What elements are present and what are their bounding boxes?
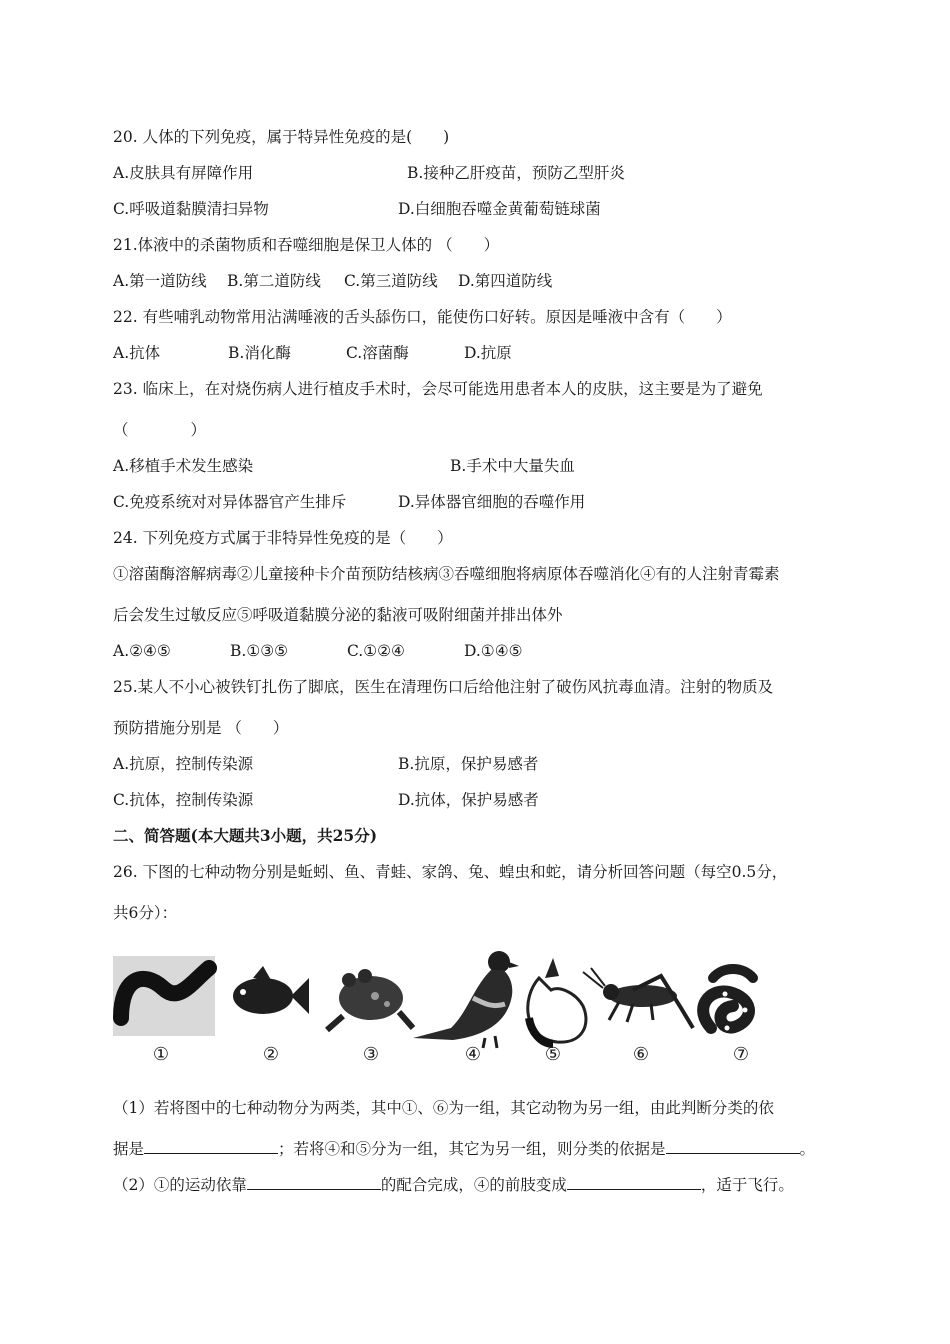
q21-option-b: B.第二道防线 — [227, 272, 321, 290]
q26-sub1-line1: （1）若将图中的七种动物分为两类，其中①、⑥为一组，其它动物为另一组，由此判断分类的依 — [113, 1099, 774, 1117]
q26-stem-line1: 26. 下图的七种动物分别是蚯蚓、鱼、青蛙、家鸽、兔、蝗虫和蛇，请分析回答问题（每空0.5分， — [113, 863, 788, 881]
q22-option-d: D.抗原 — [464, 344, 512, 362]
q26-sub2-line — [113, 1173, 794, 1196]
q20-stem: 20. 人体的下列免疫，属于特异性免疫的是( ) — [113, 128, 450, 146]
q24-desc-line1: ①溶菌酶溶解病毒②儿童接种卡介苗预防结核病③吞噬细胞将病原体吞噬消化④有的人注射青霉素 — [113, 565, 780, 583]
q20-option-c: C.呼吸道黏膜清扫异物 — [113, 200, 269, 218]
q20-option-b: B.接种乙肝疫苗，预防乙型肝炎 — [407, 164, 625, 182]
figure-label-7: ⑦ — [732, 1044, 750, 1065]
q25-option-d: D.抗体，保护易感者 — [398, 791, 539, 809]
q22-option-a: A.抗体 — [113, 344, 161, 362]
q24-option-d: D.①④⑤ — [464, 642, 523, 660]
snake-image — [703, 969, 753, 1031]
q21-option-d: D.第四道防线 — [458, 272, 553, 290]
q25-stem-line2: 预防措施分别是 （ ） — [113, 719, 289, 737]
figure-label-5: ⑤ — [544, 1044, 562, 1065]
section-2-title: 二、简答题(本大题共3小题，共25分) — [113, 826, 378, 845]
rabbit-image — [528, 958, 586, 1044]
q23-option-d: D.异体器官细胞的吞噬作用 — [398, 493, 586, 511]
q26-sub2-text-c: ，适于飞行。 — [700, 1176, 794, 1194]
q24-option-c: C.①②④ — [347, 642, 405, 660]
q24-desc-line2: 后会发生过敏反应⑤呼吸道黏膜分泌的黏液可吸附细菌并排出体外 — [113, 606, 563, 624]
q23-stem-line2: （ ） — [113, 421, 207, 439]
q24-stem: 24. 下列免疫方式属于非特异性免疫的是（ ） — [113, 529, 453, 547]
figure-label-4: ④ — [464, 1044, 482, 1065]
q26-sub1-text-c: 。 — [799, 1140, 816, 1158]
answer-blank-2[interactable] — [666, 1137, 800, 1154]
q25-option-b: B.抗原，保护易感者 — [398, 755, 539, 773]
q21-stem: 21.体液中的杀菌物质和吞噬细胞是保卫人体的 （ ） — [113, 236, 500, 254]
earthworm-image — [113, 956, 215, 1036]
q21-option-a: A.第一道防线 — [113, 272, 207, 290]
q26-sub1-line2 — [113, 1137, 815, 1160]
q24-option-a: A.②④⑤ — [113, 642, 171, 660]
q26-sub1-text-a: 据是 — [113, 1140, 145, 1158]
figure-label-6: ⑥ — [632, 1044, 650, 1065]
fish-image — [233, 966, 309, 1014]
pigeon-image — [413, 951, 519, 1048]
answer-blank-4[interactable] — [567, 1173, 701, 1190]
q26-sub1-text-b: ；若将④和⑤分为一组，其它为另一组，则分类的依据是 — [278, 1140, 666, 1158]
answer-blank-3[interactable] — [247, 1173, 381, 1190]
q23-option-c: C.免疫系统对对异体器官产生排斥 — [113, 493, 347, 511]
answer-blank-1[interactable] — [144, 1137, 278, 1154]
q24-option-b: B.①③⑤ — [230, 642, 289, 660]
q23-stem-line1: 23. 临床上，在对烧伤病人进行植皮手术时，会尽可能选用患者本人的皮肤，这主要是为了避免 — [113, 380, 763, 398]
q25-option-a: A.抗原，控制传染源 — [113, 755, 254, 773]
grasshopper-image — [583, 968, 693, 1028]
frog-image — [327, 969, 413, 1030]
figure-label-3: ③ — [362, 1044, 380, 1065]
q25-option-c: C.抗体，控制传染源 — [113, 791, 254, 809]
figure-label-1: ① — [152, 1044, 170, 1065]
q25-stem-line1: 25.某人不小心被铁钉扎伤了脚底，医生在清理伤口后给他注射了破伤风抗毒血清。注射的物质及 — [113, 678, 774, 696]
q23-option-a: A.移植手术发生感染 — [113, 457, 254, 475]
q26-stem-line2: 共6分）： — [113, 904, 178, 922]
q22-stem: 22. 有些哺乳动物常用沾满唾液的舌头舔伤口，能使伤口好转。原因是唾液中含有（ ） — [113, 308, 732, 326]
q20-option-d: D.白细胞吞噬金黄葡萄链球菌 — [398, 200, 601, 218]
animal-figure — [113, 948, 783, 1070]
q26-sub2-text-b: 的配合完成，④的前肢变成 — [380, 1176, 567, 1194]
q20-option-a: A.皮肤具有屏障作用 — [113, 164, 254, 182]
q23-option-b: B.手术中大量失血 — [450, 457, 575, 475]
q21-option-c: C.第三道防线 — [344, 272, 438, 290]
q22-option-c: C.溶菌酶 — [346, 344, 409, 362]
q26-sub2-text-a: （2）①的运动依靠 — [113, 1176, 247, 1194]
figure-label-2: ② — [262, 1044, 280, 1065]
q22-option-b: B.消化酶 — [228, 344, 291, 362]
